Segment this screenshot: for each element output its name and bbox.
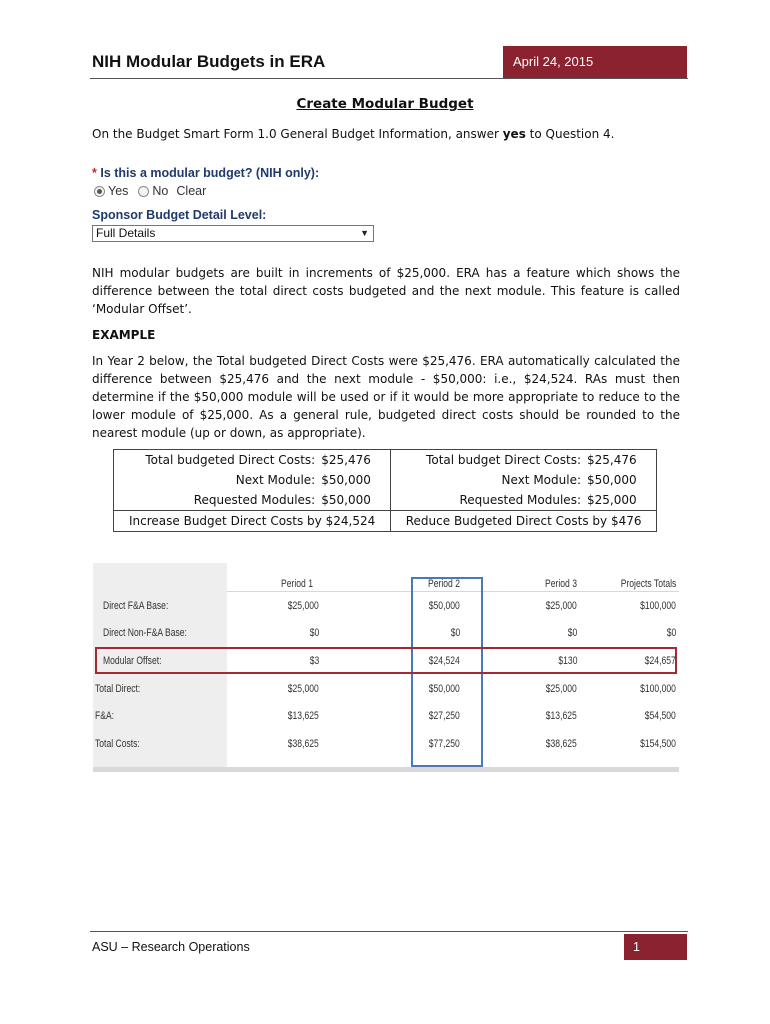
cell-direct-non-fa-base-period-2: $0 xyxy=(450,627,460,639)
column-header-projects-totals: Projects Totals xyxy=(620,578,676,590)
cell-direct-fa-base-period-2: $50,000 xyxy=(428,600,460,612)
row-label-total-direct: Total Direct: xyxy=(95,683,141,695)
comparison-cell-right: Requested Modules: $25,000 xyxy=(391,490,657,511)
row-label-direct-fa-base: Direct F&A Base: xyxy=(103,600,169,612)
document-header-title: NIH Modular Budgets in ERA xyxy=(92,52,326,71)
intro-paragraph: On the Budget Smart Form 1.0 General Budget Information, answer yes to Question 4. xyxy=(92,127,615,141)
comparison-cell-right: Total budget Direct Costs: $25,476 xyxy=(391,450,657,471)
clear-link[interactable]: Clear xyxy=(176,184,207,198)
cell-direct-fa-base-period-1: $25,000 xyxy=(287,600,319,612)
modular-budget-question xyxy=(92,166,319,180)
sponsor-budget-detail-select[interactable] xyxy=(92,225,374,242)
comparison-table xyxy=(113,449,657,532)
cell-total-direct-period-1: $25,000 xyxy=(287,683,319,695)
footer-text: ASU – Research Operations xyxy=(92,940,250,954)
budget-summary-table xyxy=(93,563,679,772)
reduce-summary: Reduce Budgeted Direct Costs by $476 xyxy=(391,511,657,532)
header-date-badge: April 24, 2015 xyxy=(503,46,687,78)
cell-direct-non-fa-base-projects-totals: $0 xyxy=(666,627,676,639)
example-paragraph: In Year 2 below, the Total budgeted Direct Costs were $25,476. ERA automatically calculated the difference between $25,476 and the next module - $50,000: i.e., $24,524. RAs must then determine if the $50,000 module will be used or if it would be more appropriate to reduce to the lower module of $25,000. As a general rule, budgeted direct costs should be rounded to the nearest module (up or down, as appropriate). xyxy=(92,354,680,440)
no-radio[interactable] xyxy=(138,186,149,197)
cell-direct-non-fa-base-period-3: $0 xyxy=(567,627,577,639)
cell-fa-period-3: $13,625 xyxy=(545,710,577,722)
comparison-cell-right: Next Module: $50,000 xyxy=(391,470,657,490)
comparison-row xyxy=(114,490,657,511)
cell-fa-period-2: $27,250 xyxy=(428,710,460,722)
dropdown-arrow-icon: ▼ xyxy=(360,228,369,238)
modular-budget-radio-group xyxy=(94,184,206,198)
comparison-cell-left: Total budgeted Direct Costs: $25,476 xyxy=(114,450,391,471)
comparison-footer-row xyxy=(114,511,657,532)
comparison-row xyxy=(114,470,657,490)
yes-radio-label: Yes xyxy=(108,184,129,198)
cell-fa-projects-totals: $54,500 xyxy=(644,710,676,722)
no-radio-label: No xyxy=(152,184,169,198)
cell-direct-non-fa-base-period-1: $0 xyxy=(309,627,319,639)
sponsor-budget-detail-label: Sponsor Budget Detail Level: xyxy=(92,208,267,222)
footer-divider xyxy=(90,931,688,932)
yes-radio[interactable] xyxy=(94,186,105,197)
cell-total-costs-period-2: $77,250 xyxy=(428,738,460,750)
header-divider xyxy=(90,78,688,79)
increase-summary: Increase Budget Direct Costs by $24,524 xyxy=(114,511,391,532)
page-number-badge: 1 xyxy=(624,934,687,960)
cell-modular-offset-period-3: $130 xyxy=(557,655,577,667)
modular-offset-highlight-box xyxy=(95,647,677,674)
modular-increment-paragraph: NIH modular budgets are built in increments of $25,000. ERA has a feature which shows the difference between the total direct costs budgeted and the next module. This feature is called ‘Modular Offset’. xyxy=(92,266,680,316)
cell-fa-period-1: $13,625 xyxy=(287,710,319,722)
cell-direct-fa-base-period-3: $25,000 xyxy=(545,600,577,612)
cell-total-direct-projects-totals: $100,000 xyxy=(640,683,676,695)
column-header-period-1: Period 1 xyxy=(281,578,313,590)
horizontal-scrollbar[interactable] xyxy=(93,767,679,772)
cell-total-costs-projects-totals: $154,500 xyxy=(640,738,676,750)
row-label-direct-non-fa-base: Direct Non-F&A Base: xyxy=(103,627,187,639)
comparison-cell-left: Requested Modules: $50,000 xyxy=(114,490,391,511)
cell-total-costs-period-1: $38,625 xyxy=(287,738,319,750)
section-heading: Create Modular Budget xyxy=(296,96,474,112)
cell-total-direct-period-2: $50,000 xyxy=(428,683,460,695)
question-text: Is this a modular budget? (NIH only): xyxy=(100,166,320,180)
cell-modular-offset-period-2: $24,524 xyxy=(428,655,460,667)
comparison-cell-left: Next Module: $50,000 xyxy=(114,470,391,490)
cell-modular-offset-period-1: $3 xyxy=(309,655,319,667)
select-value: Full Details xyxy=(96,226,156,240)
cell-total-costs-period-3: $38,625 xyxy=(545,738,577,750)
cell-modular-offset-projects-totals: $24,657 xyxy=(644,655,676,667)
row-label-total-costs: Total Costs: xyxy=(95,738,140,750)
column-header-period-3: Period 3 xyxy=(545,578,577,590)
row-label-modular-offset: Modular Offset: xyxy=(103,655,162,667)
column-header-period-2: Period 2 xyxy=(428,578,460,590)
required-asterisk: * xyxy=(92,166,97,180)
row-label-fa: F&A: xyxy=(95,710,115,722)
example-heading: EXAMPLE xyxy=(92,328,156,342)
comparison-row xyxy=(114,450,657,471)
cell-total-direct-period-3: $25,000 xyxy=(545,683,577,695)
cell-direct-fa-base-projects-totals: $100,000 xyxy=(640,600,676,612)
